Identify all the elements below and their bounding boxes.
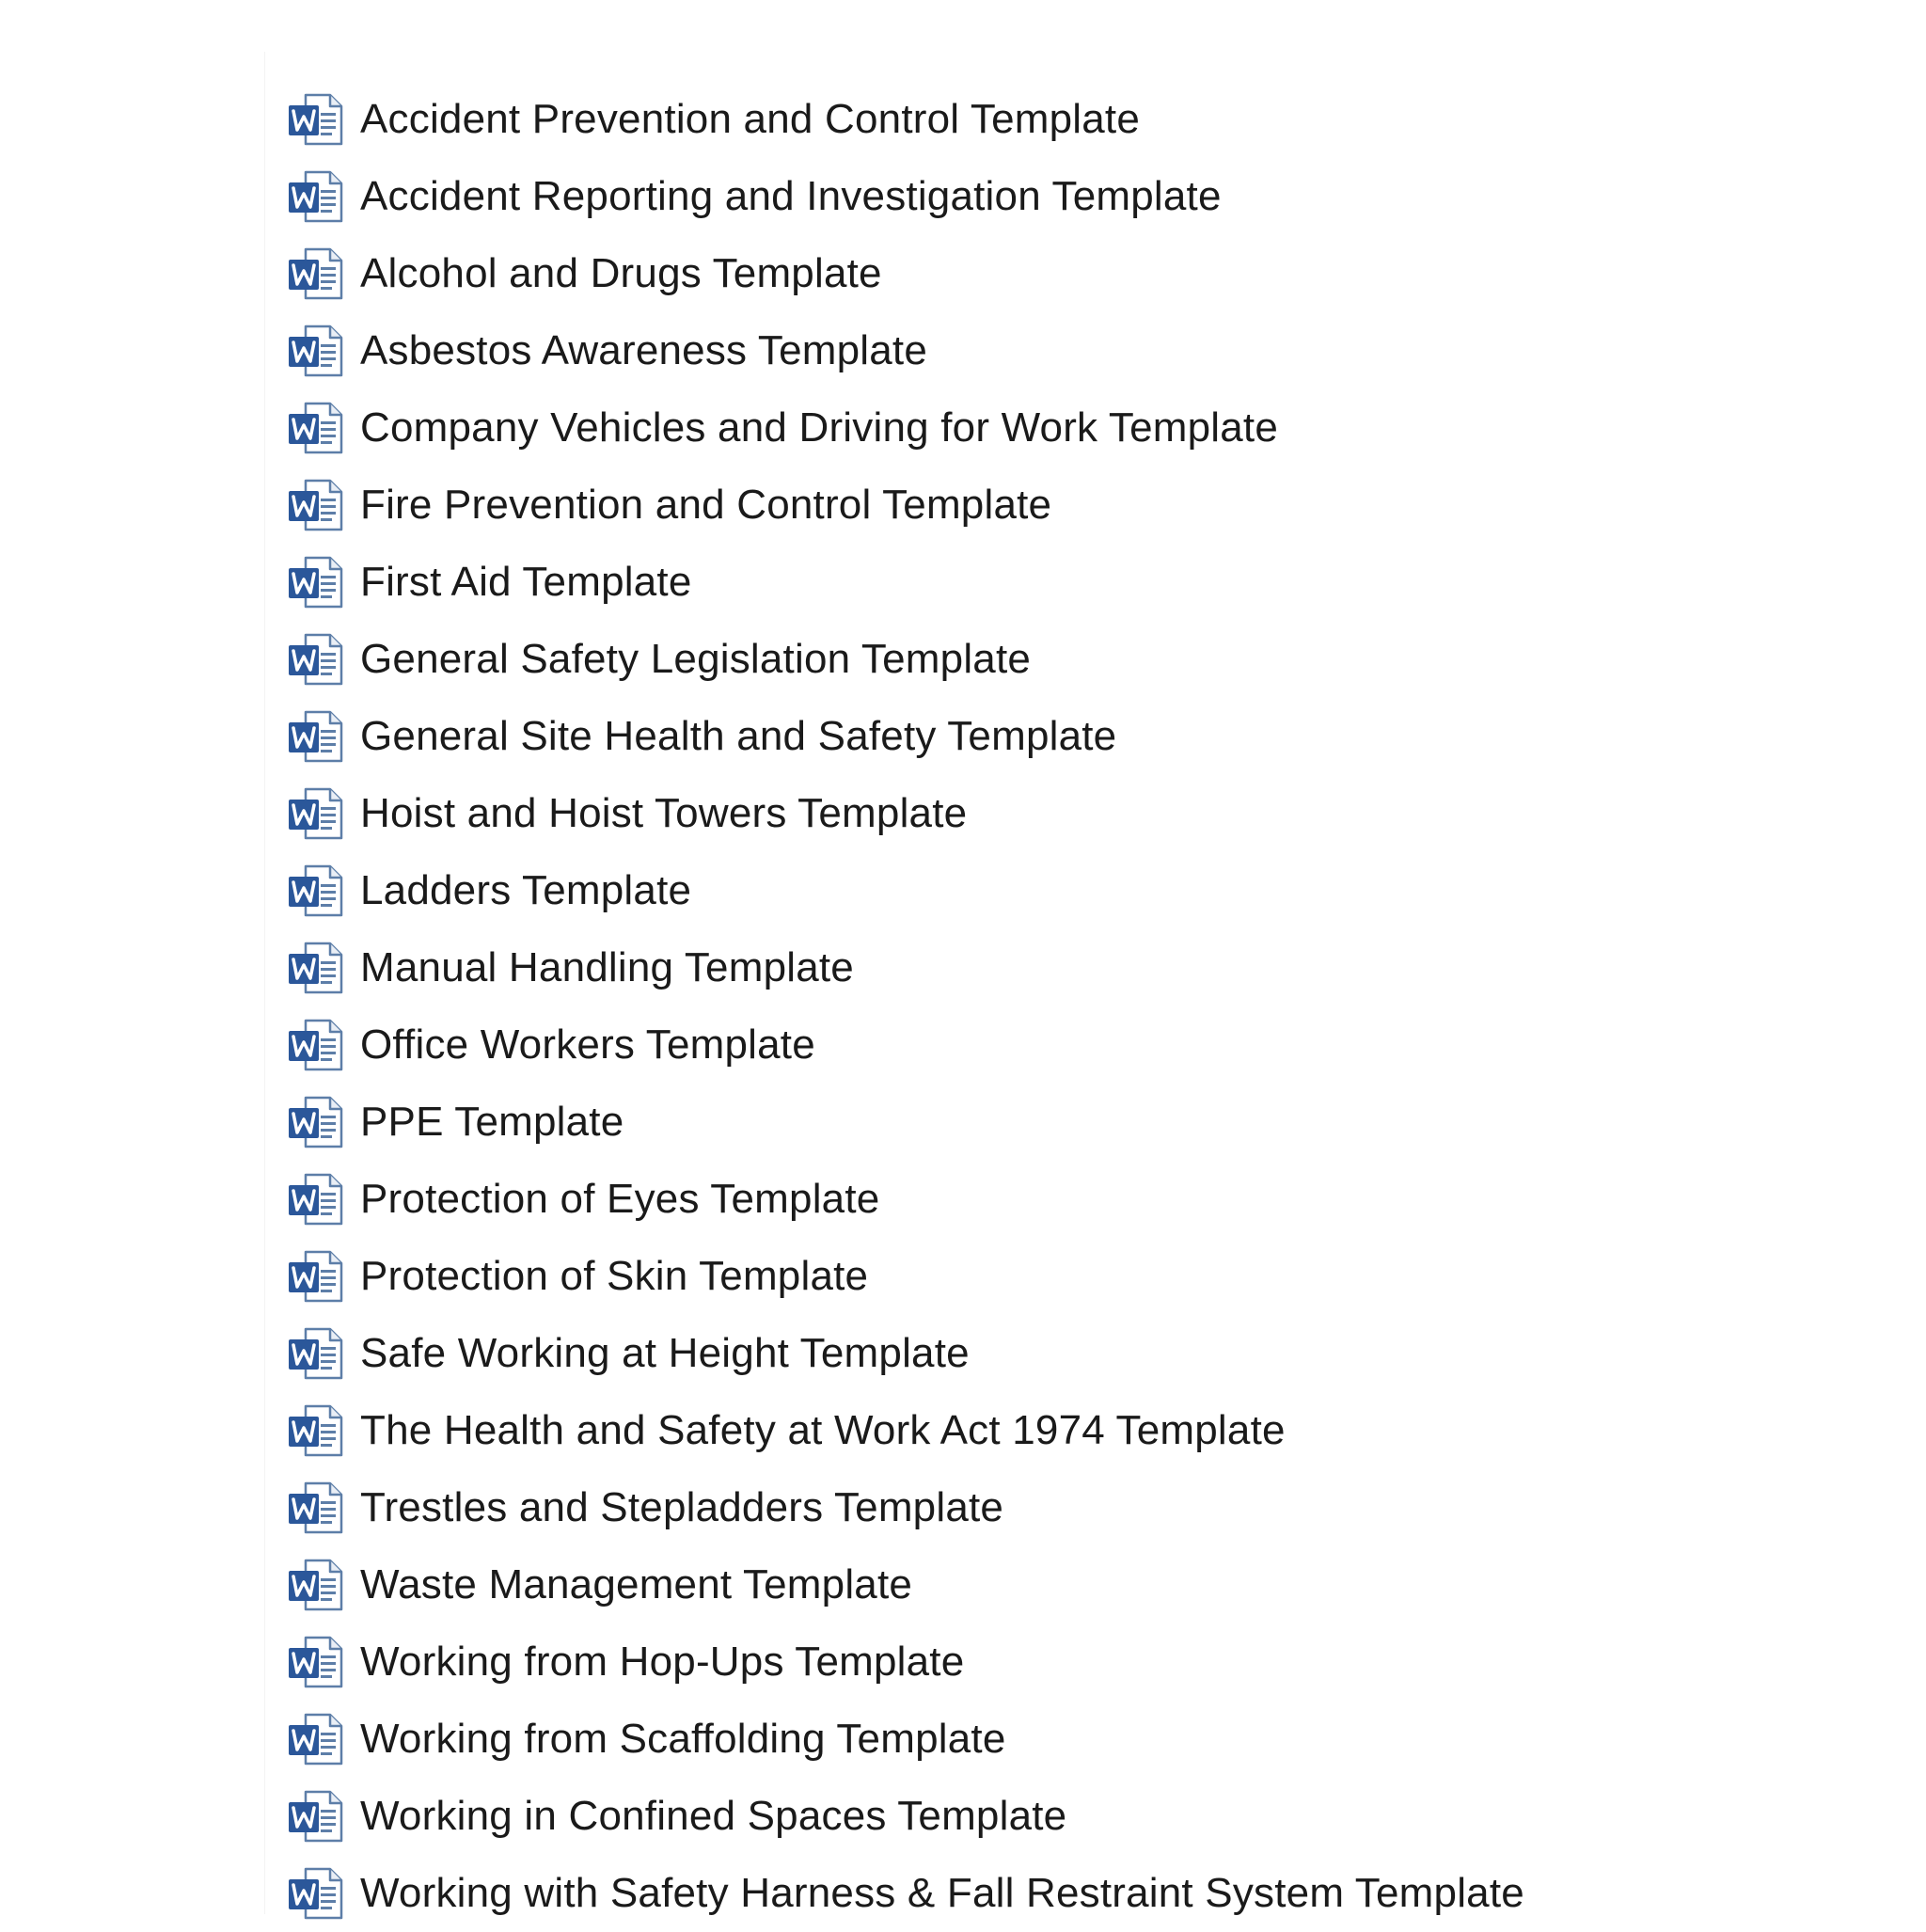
list-item[interactable] xyxy=(265,544,692,621)
word-document-icon xyxy=(285,1323,345,1384)
list-item[interactable] xyxy=(265,1315,970,1392)
word-document-icon xyxy=(285,1863,345,1924)
file-name: Working with Safety Harness & Fall Restraint System Template xyxy=(360,1870,1524,1916)
word-document-icon xyxy=(285,1786,345,1846)
list-item[interactable] xyxy=(265,852,691,929)
file-name: Hoist and Hoist Towers Template xyxy=(360,790,968,836)
file-name: Protection of Skin Template xyxy=(360,1253,869,1299)
list-item[interactable] xyxy=(265,929,854,1006)
word-document-icon xyxy=(285,1246,345,1306)
file-name: Working from Scaffolding Template xyxy=(360,1716,1006,1762)
word-document-icon xyxy=(285,89,345,150)
list-item[interactable] xyxy=(265,389,1278,467)
word-document-icon xyxy=(285,1555,345,1615)
file-name: The Health and Safety at Work Act 1974 Template xyxy=(360,1407,1286,1453)
file-name: Accident Reporting and Investigation Template xyxy=(360,173,1222,219)
file-name: General Site Health and Safety Template xyxy=(360,713,1117,759)
list-item[interactable] xyxy=(265,312,927,389)
file-name: Ladders Template xyxy=(360,867,692,913)
file-name: Manual Handling Template xyxy=(360,944,854,990)
file-name: Protection of Eyes Template xyxy=(360,1176,880,1222)
file-name: Asbestos Awareness Template xyxy=(360,327,928,373)
file-name: Accident Prevention and Control Template xyxy=(360,96,1141,142)
list-item[interactable] xyxy=(265,775,967,852)
word-document-icon xyxy=(285,861,345,921)
list-item[interactable] xyxy=(265,1701,1006,1778)
list-item[interactable] xyxy=(265,1006,815,1084)
word-document-icon xyxy=(285,398,345,458)
file-name: Company Vehicles and Driving for Work Template xyxy=(360,404,1279,451)
list-item[interactable] xyxy=(265,1623,964,1701)
file-list xyxy=(265,52,1676,1914)
word-document-icon xyxy=(285,1169,345,1229)
list-item[interactable] xyxy=(265,1855,1524,1932)
list-item[interactable] xyxy=(265,1546,912,1623)
file-name: Working in Confined Spaces Template xyxy=(360,1793,1067,1839)
list-item[interactable] xyxy=(265,1778,1066,1855)
word-document-icon xyxy=(285,1632,345,1692)
word-document-icon xyxy=(285,475,345,535)
list-item[interactable] xyxy=(265,1161,879,1238)
file-name: Trestles and Stepladders Template xyxy=(360,1484,1004,1530)
file-name: General Safety Legislation Template xyxy=(360,636,1032,682)
file-name: First Aid Template xyxy=(360,559,692,605)
list-item[interactable] xyxy=(265,235,882,312)
word-document-icon xyxy=(285,1401,345,1461)
list-item[interactable] xyxy=(265,1469,1003,1546)
file-name: Waste Management Template xyxy=(360,1561,913,1607)
word-document-icon xyxy=(285,1092,345,1152)
list-item[interactable] xyxy=(265,1084,624,1161)
word-document-icon xyxy=(285,552,345,612)
list-item[interactable] xyxy=(265,158,1222,235)
list-item[interactable] xyxy=(265,621,1031,698)
word-document-icon xyxy=(285,629,345,689)
file-name: Alcohol and Drugs Template xyxy=(360,250,882,296)
word-document-icon xyxy=(285,1709,345,1769)
file-name: PPE Template xyxy=(360,1099,624,1145)
list-item[interactable] xyxy=(265,467,1051,544)
word-document-icon xyxy=(285,706,345,767)
list-item[interactable] xyxy=(265,1392,1286,1469)
word-document-icon xyxy=(285,938,345,998)
file-name: Safe Working at Height Template xyxy=(360,1330,970,1376)
file-name: Working from Hop-Ups Template xyxy=(360,1639,965,1685)
list-item[interactable] xyxy=(265,1238,868,1315)
file-name: Fire Prevention and Control Template xyxy=(360,482,1052,528)
word-document-icon xyxy=(285,1478,345,1538)
word-document-icon xyxy=(285,784,345,844)
word-document-icon xyxy=(285,1015,345,1075)
list-item[interactable] xyxy=(265,81,1140,158)
word-document-icon xyxy=(285,244,345,304)
list-item[interactable] xyxy=(265,698,1116,775)
file-name: Office Workers Template xyxy=(360,1021,815,1068)
word-document-icon xyxy=(285,166,345,227)
word-document-icon xyxy=(285,321,345,381)
